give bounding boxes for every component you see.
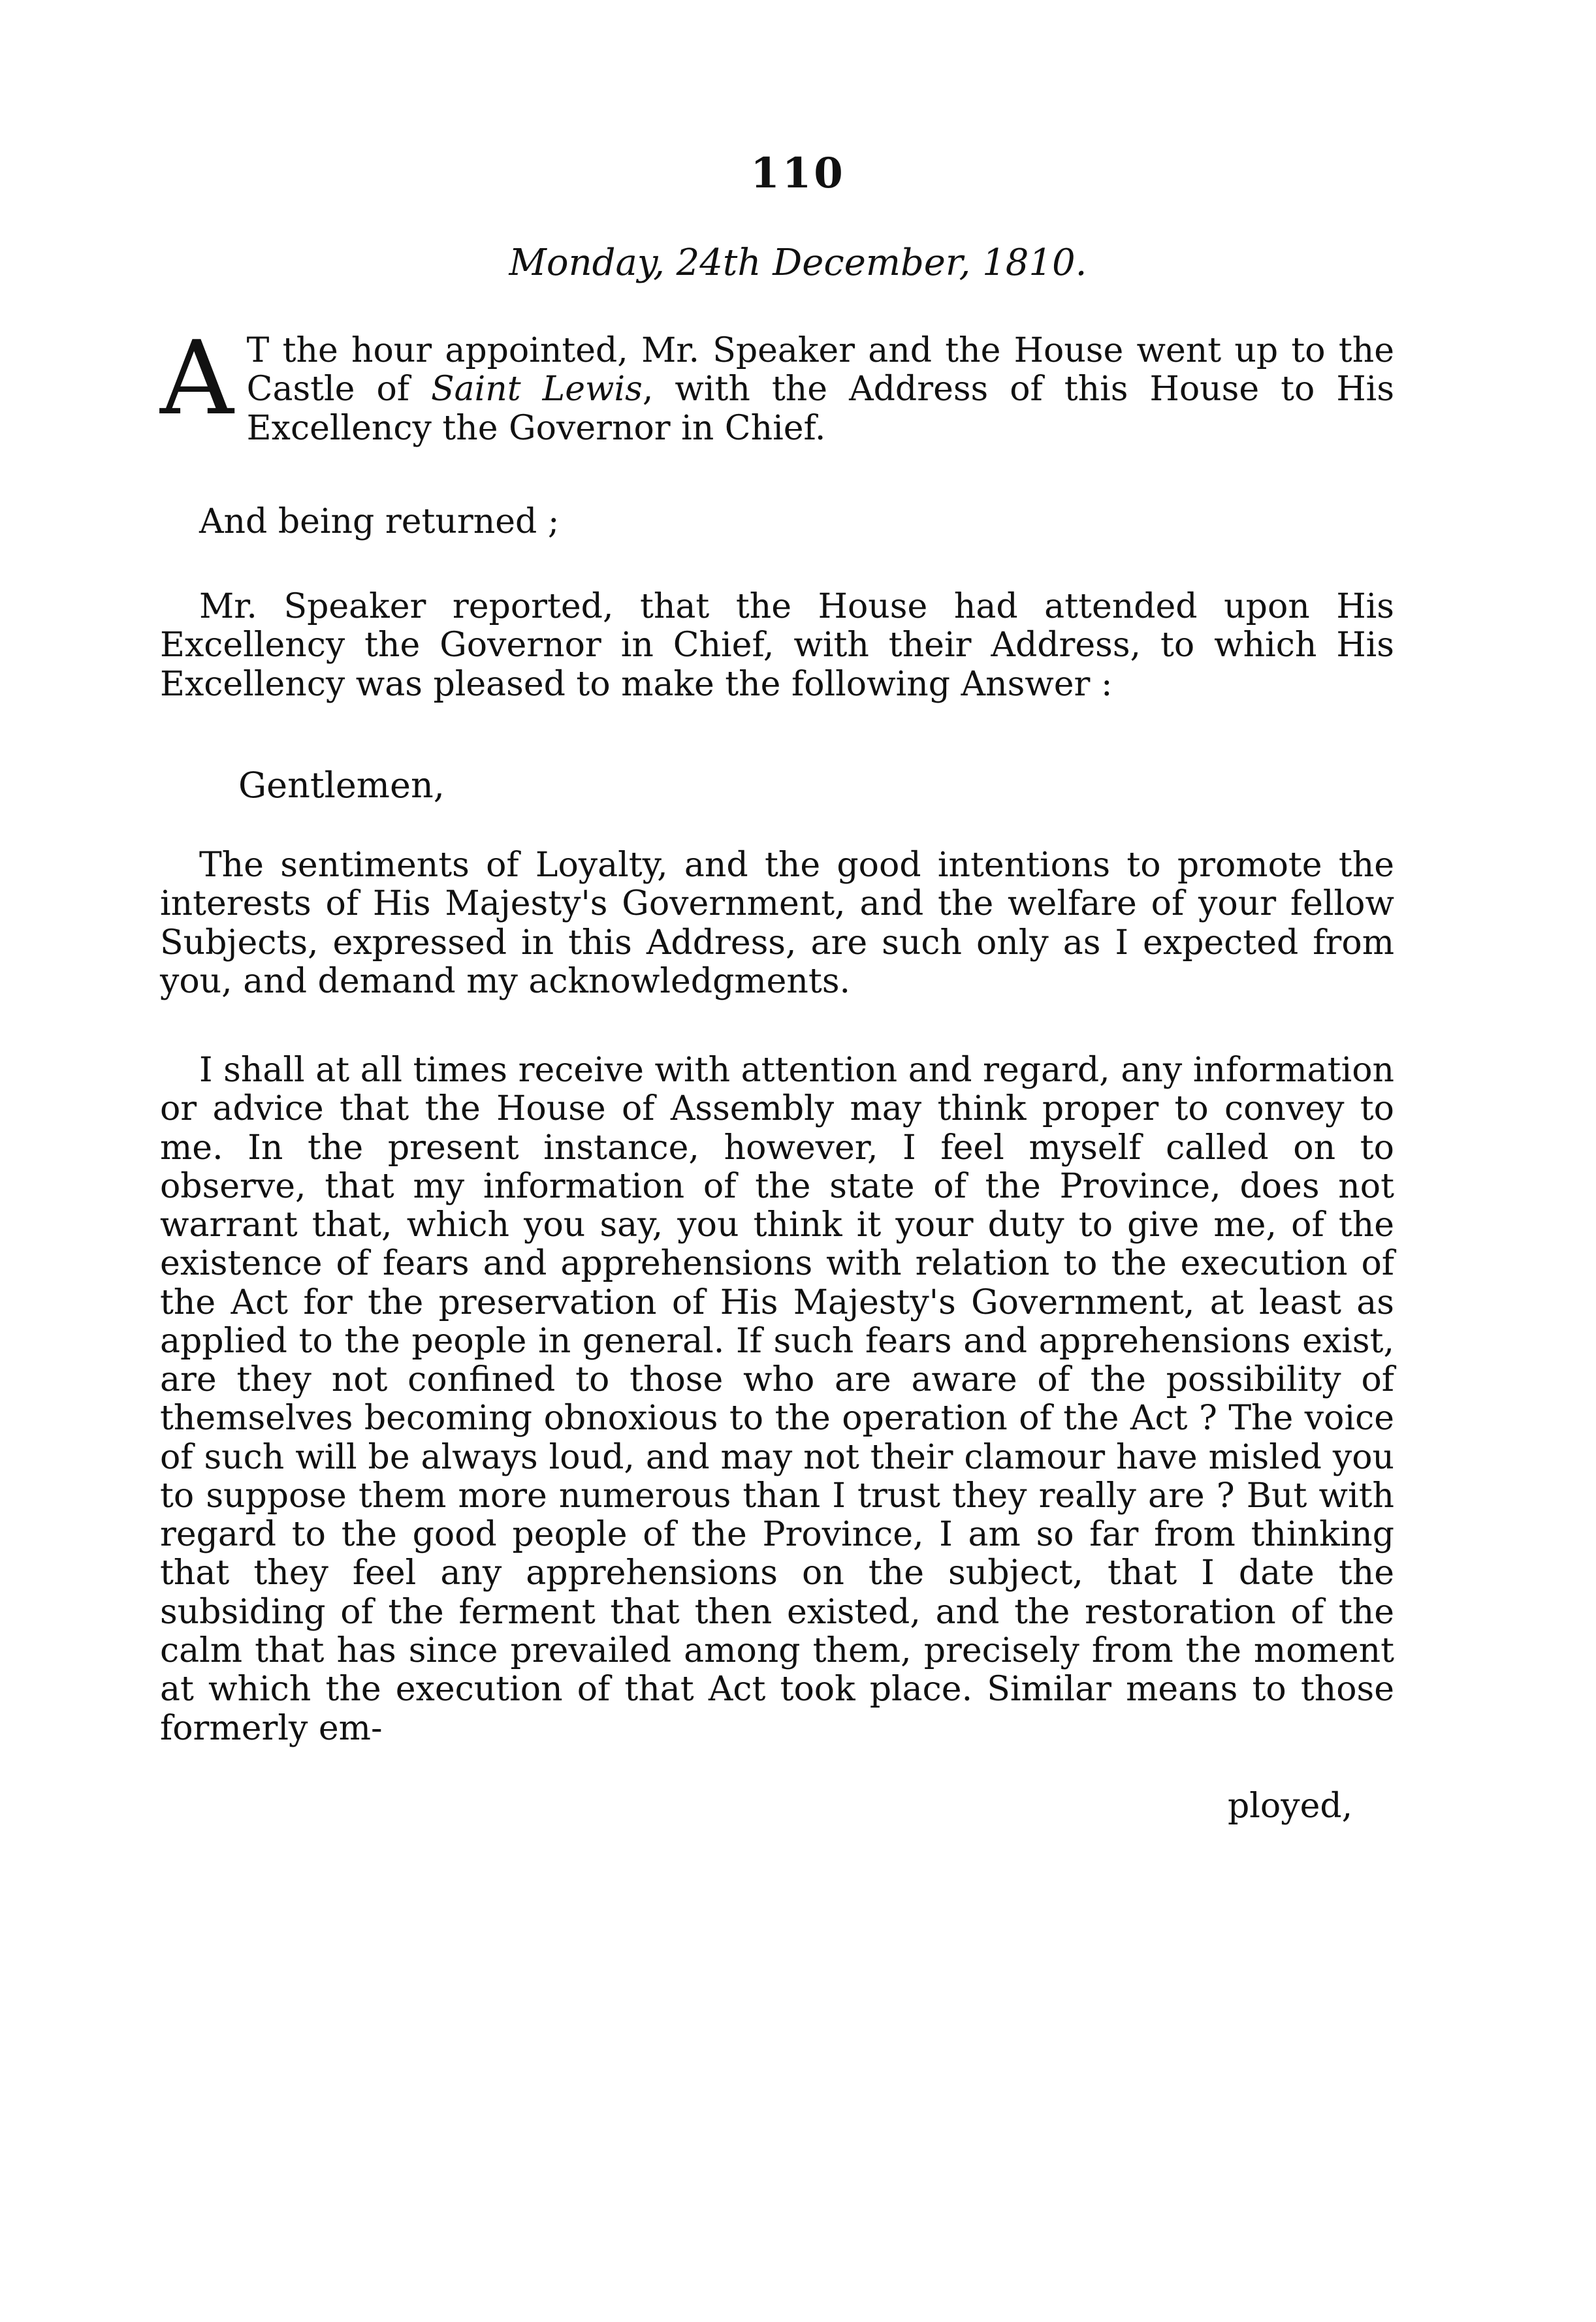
page-number: 110 [750,149,846,198]
paragraph-governor-answer: I shall at all times receive with attention and regard, any information or advice that the House of Assembly may think proper to convey to me. In the present instance, however, I feel myself called on to observe, that my information of the state of the Province, does not warrant that, which you say, you think it your duty to give me, of the existence of fears and apprehensions with relation to the execution of the Act for the preservation of His Majesty's Government, at least as applied to the people in general. If such fears and apprehensions exist, are they not confined to those who are aware of the possibility of themselves becoming obnoxious to the operation of the Act ? The voice of such will be always loud, and may not their clamour have misled you to suppose them more numerous than I trust they really are ? But with regard to the good people of the Province, I am so far from thinking that they feel any apprehensions on the subject, that I date the subsiding of the ferment that then existed, and the restoration of the calm that has since prevailed among them, precisely from the moment at which the execution of that Act took place. Similar means to those formerly em- [160,1051,1394,1748]
salutation: Gentlemen, [238,765,445,806]
opening-italic-place: Saint Lewis [431,370,643,409]
paragraph-opening [160,319,1394,448]
paragraph-sentiments: The sentiments of Loyalty, and the good intentions to promote the interests of His Majesty's Government, and the welfare of your fellow Subjects, expressed in this Address, are such only as I expected from you, and demand my acknowledgments. [160,846,1394,1001]
paragraph-speaker-report: Mr. Speaker reported, that the House had attended upon His Excellency the Governor in Chief, with their Address, to which His Excellency was pleased to make the following Answer : [160,587,1394,704]
paragraph-returned: And being returned ; [199,502,560,541]
drop-cap: A [160,319,234,437]
dateline: Monday, 24th December, 1810. [509,242,1087,284]
opening-text-2: , with the Address of this House to His Excellency the Governor in Chief. [246,370,1394,448]
opening-text-1: T the hour appointed, Mr. Speaker and the House went up to the Castle of [246,331,1394,409]
catchword: ployed, [1228,1787,1353,1826]
